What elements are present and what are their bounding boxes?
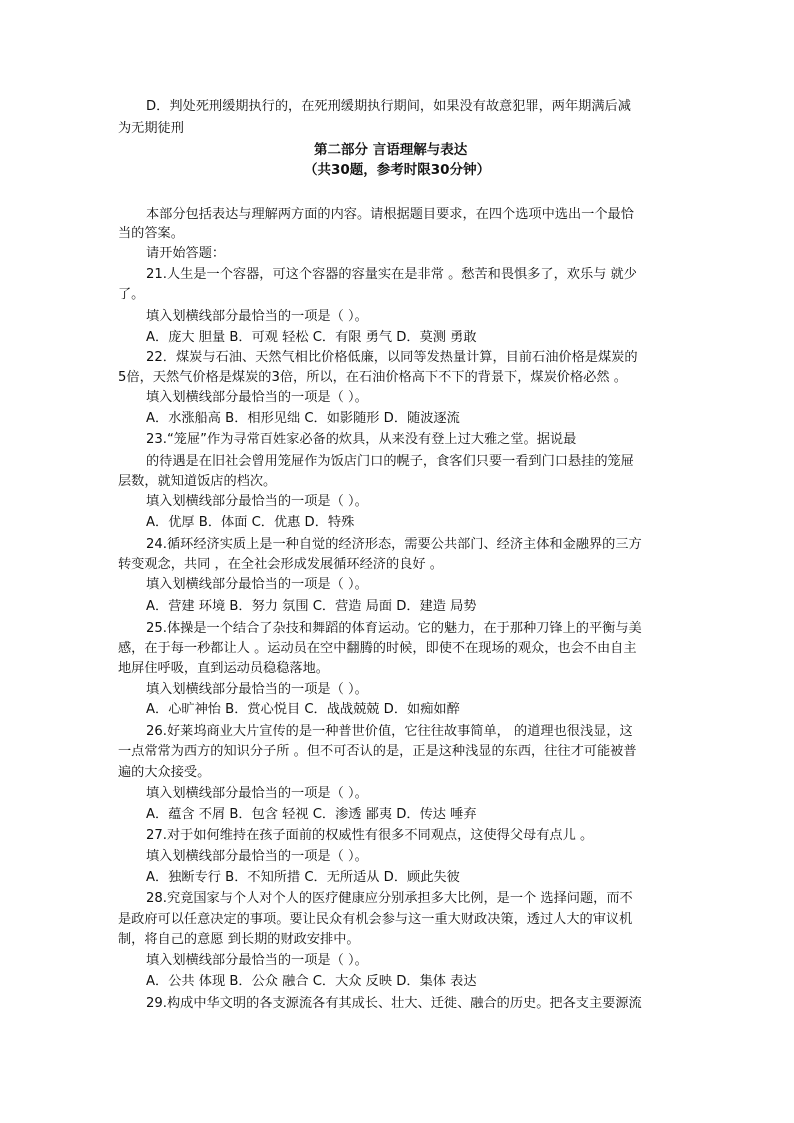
question-21-prompt: 填入划横线部分最恰当的一项是（ ）。 bbox=[146, 309, 368, 324]
question-23-options: A．优厚 B．体面 C．优惠 D．特殊 bbox=[146, 515, 355, 530]
question-25: 25.体操是一个结合了杂技和舞蹈的体育运动。它的魅力，在于那种刀锋上的平衡与美 bbox=[146, 621, 642, 636]
option-d-continued-line2: 为无期徒刑 bbox=[118, 121, 184, 136]
section-subtitle: （共30题，参考时限30分钟） bbox=[304, 162, 491, 178]
question-22: 22．煤炭与石油、天然气相比价格低廉，以同等发热量计算，目前石油价格是煤炭的 bbox=[146, 350, 638, 365]
option-d-continued: D．判处死刑缓期执行的，在死刑缓期执行期间，如果没有故意犯罪，两年期满后减 bbox=[146, 99, 631, 114]
question-24-line2: 转变观念，共同 ，在全社会形成发展循环经济的良好 。 bbox=[118, 557, 443, 572]
question-23-prompt: 填入划横线部分最恰当的一项是（ ）。 bbox=[146, 494, 368, 509]
question-24-prompt: 填入划横线部分最恰当的一项是（ ）。 bbox=[146, 577, 368, 592]
question-26-line3: 遍的大众接受。 bbox=[118, 765, 211, 780]
question-26-options: A．蕴含 不屑 B．包含 轻视 C．渗透 鄙夷 D．传达 唾弃 bbox=[146, 807, 477, 822]
question-25-line3: 地屏住呼吸，直到运动员稳稳落地。 bbox=[118, 661, 329, 676]
question-24: 24.循环经济实质上是一种自觉的经济形态，需要公共部门、经济主体和金融界的三方 bbox=[146, 537, 642, 552]
question-25-line2: 感，在于每一秒都让人 。运动员在空中翻腾的时候，即使不在现场的观众，也会不由自主 bbox=[118, 641, 637, 656]
question-26: 26.好莱坞商业大片宣传的是一种普世价值，它往往故事简单， 的道理也很浅显，这 bbox=[146, 724, 633, 739]
question-29: 29.构成中华文明的各支源流各有其成长、壮大、迁徙、融合的历史。把各支主要源流 bbox=[146, 996, 642, 1011]
question-28-options: A．公共 体现 B．公众 融合 C．大众 反映 D．集体 表达 bbox=[146, 974, 477, 989]
question-23-line2: 的待遇是在旧社会曾用笼屉作为饭店门口的幌子，食客们只要一看到门口悬挂的笼屉 bbox=[146, 454, 634, 469]
question-21-line2: 了。 bbox=[118, 287, 145, 302]
question-22-prompt: 填入划横线部分最恰当的一项是（ ）。 bbox=[146, 390, 368, 405]
question-22-options: A．水涨船高 B．相形见绌 C．如影随形 D．随波逐流 bbox=[146, 411, 460, 426]
question-23-line3: 层数，就知道饭店的档次。 bbox=[118, 474, 277, 489]
question-27: 27.对于如何维持在孩子面前的权威性有很多不同观点，这使得父母有点儿 。 bbox=[146, 828, 594, 843]
question-28: 28.究竟国家与个人对个人的医疗健康应分别承担多大比例，是一个 选择问题，而不 bbox=[146, 891, 633, 906]
question-25-prompt: 填入划横线部分最恰当的一项是（ ）。 bbox=[146, 682, 368, 697]
question-23: 23.“笼屉”作为寻常百姓家必备的炊具，从来没有登上过大雅之堂。据说最 bbox=[146, 432, 577, 447]
question-28-prompt: 填入划横线部分最恰当的一项是（ ）。 bbox=[146, 953, 368, 968]
start-prompt: 请开始答题： bbox=[146, 246, 226, 261]
question-27-prompt: 填入划横线部分最恰当的一项是（ ）。 bbox=[146, 849, 368, 864]
question-25-options: A．心旷神怡 B．赏心悦目 C．战战兢兢 D．如痴如醉 bbox=[146, 702, 460, 717]
section-title: 第二部分 言语理解与表达 bbox=[314, 142, 468, 158]
question-24-options: A．营建 环境 B．努力 氛围 C．营造 局面 D．建造 局势 bbox=[146, 599, 477, 614]
question-26-prompt: 填入划横线部分最恰当的一项是（ ）。 bbox=[146, 786, 368, 801]
question-22-line2: 5倍，天然气价格是煤炭的3倍，所以，在石油价格高下不下的背景下，煤炭价格必然 。 bbox=[118, 370, 627, 385]
question-21: 21.人生是一个容器，可这个容器的容量实在是非常 。愁苦和畏惧多了，欢乐与 就少 bbox=[146, 267, 637, 282]
section-instructions-line2: 当的答案。 bbox=[118, 226, 184, 241]
question-26-line2: 一点常常为西方的知识分子所 。但不可否认的是，正是这种浅显的东西，往往才可能被普 bbox=[118, 744, 637, 759]
question-28-line2: 是政府可以任意决定的事项。要让民众有机会参与这一重大财政决策，透过人大的审议机 bbox=[118, 912, 633, 927]
question-27-options: A．独断专行 B．不知所措 C．无所适从 D．顾此失彼 bbox=[146, 870, 460, 885]
section-instructions: 本部分包括表达与理解两方面的内容。请根据题目要求，在四个选项中选出一个最恰 bbox=[146, 207, 634, 222]
question-21-options: A．庞大 胆量 B．可观 轻松 C．有限 勇气 D．莫测 勇敢 bbox=[146, 330, 477, 345]
question-28-line3: 制，将自己的意愿 到长期的财政安排中。 bbox=[118, 932, 360, 947]
